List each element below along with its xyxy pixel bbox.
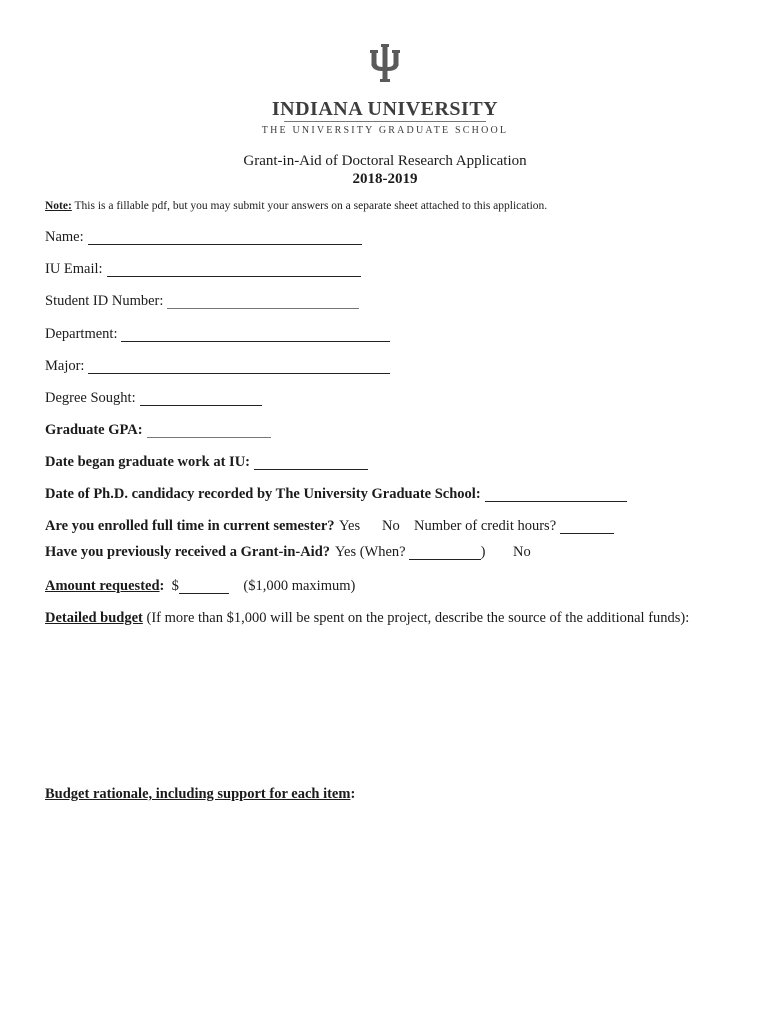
enrolled-no-option[interactable]: No xyxy=(382,518,400,534)
previous-close-paren: ) xyxy=(480,544,486,560)
amount-row xyxy=(45,578,355,595)
rationale-label: Budget rationale, including support for each item xyxy=(45,786,351,802)
enrolled-label: Are you enrolled full time in current semester? xyxy=(45,518,335,534)
degree-row xyxy=(45,390,262,407)
form-title-block xyxy=(0,152,770,188)
student-id-field[interactable] xyxy=(167,294,359,309)
previous-no-option[interactable]: No xyxy=(513,544,531,560)
enrolled-row xyxy=(45,518,557,535)
amount-max-note: ($1,000 maximum) xyxy=(243,578,356,594)
department-field[interactable] xyxy=(121,327,390,342)
previous-when-field[interactable] xyxy=(409,545,481,560)
rationale-answer-area[interactable] xyxy=(45,808,725,1008)
email-label: IU Email: xyxy=(45,261,103,277)
amount-currency: $ xyxy=(171,578,179,594)
name-label: Name: xyxy=(45,229,84,245)
enrolled-yes-option[interactable]: Yes xyxy=(339,518,361,534)
email-row xyxy=(45,261,361,278)
date-began-field[interactable] xyxy=(254,455,368,470)
candidacy-date-field[interactable] xyxy=(485,487,627,502)
amount-field[interactable] xyxy=(179,579,229,594)
header-divider xyxy=(284,121,486,122)
degree-label: Degree Sought: xyxy=(45,390,136,406)
date-began-row xyxy=(45,454,368,471)
credit-hours-label: Number of credit hours? xyxy=(414,518,557,534)
previous-row xyxy=(45,544,531,561)
major-label: Major: xyxy=(45,358,85,374)
major-field[interactable] xyxy=(88,359,390,374)
credit-hours-field[interactable] xyxy=(560,519,614,534)
previous-yes-option[interactable]: Yes (When? xyxy=(335,544,406,560)
department-row xyxy=(45,326,390,343)
school-name: THE UNIVERSITY GRADUATE SCHOOL xyxy=(261,125,509,136)
email-field[interactable] xyxy=(107,262,361,277)
department-label: Department: xyxy=(45,326,118,342)
note-text: This is a fillable pdf, but you may submit your answers on a separate sheet attached to this application. xyxy=(71,200,548,212)
amount-label: Amount requested xyxy=(45,578,160,594)
credit-hours-group xyxy=(414,518,614,535)
budget-row xyxy=(45,610,689,627)
budget-instructions: (If more than $1,000 will be spent on the project, describe the source of the additional funds): xyxy=(142,610,690,626)
name-field[interactable] xyxy=(88,230,362,245)
gpa-label: Graduate GPA: xyxy=(45,422,143,438)
previous-label: Have you previously received a Grant-in-Aid? xyxy=(45,544,331,560)
amount-colon: : xyxy=(159,578,165,594)
degree-field[interactable] xyxy=(140,391,262,406)
budget-label: Detailed budget xyxy=(45,610,143,626)
name-row xyxy=(45,229,362,246)
form-title: Grant-in-Aid of Doctoral Research Application xyxy=(243,153,527,169)
student-id-row xyxy=(45,293,359,310)
student-id-label: Student ID Number: xyxy=(45,293,164,309)
major-row xyxy=(45,358,390,375)
gpa-field[interactable] xyxy=(147,423,271,438)
rationale-row xyxy=(45,786,355,803)
budget-answer-area[interactable] xyxy=(45,632,725,782)
university-name: INDIANA UNIVERSITY xyxy=(271,98,499,120)
gpa-row xyxy=(45,422,271,439)
candidacy-row xyxy=(45,486,627,503)
note xyxy=(45,200,547,212)
note-label: Note: xyxy=(45,200,72,212)
previous-yes-group xyxy=(335,544,485,561)
candidacy-label: Date of Ph.D. candidacy recorded by The University Graduate School: xyxy=(45,486,481,502)
form-year: 2018-2019 xyxy=(352,171,418,187)
date-began-label: Date began graduate work at IU: xyxy=(45,454,250,470)
iu-trident-logo-icon xyxy=(367,44,403,84)
rationale-colon: : xyxy=(350,786,356,802)
